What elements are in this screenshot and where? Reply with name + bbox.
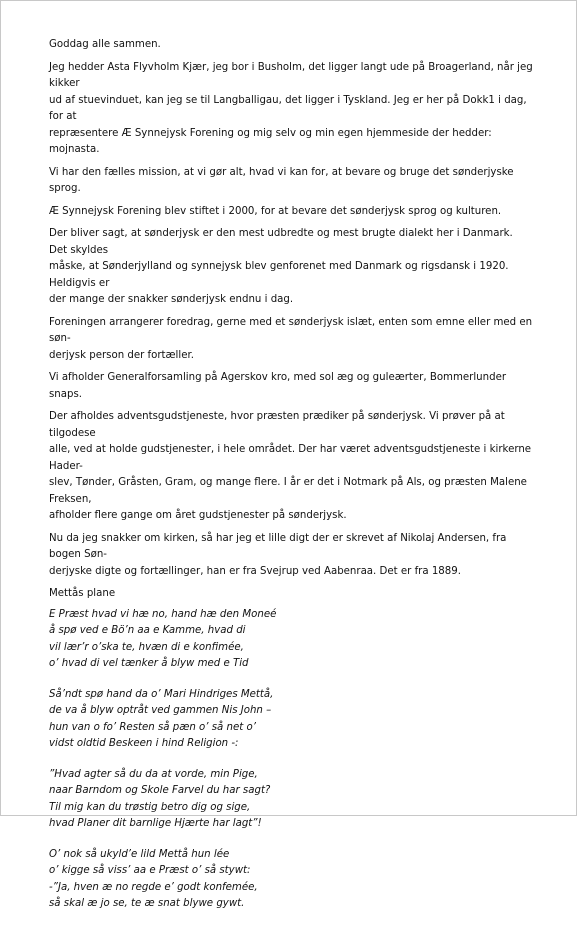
poem-line: hun van o fo’ Resten så pæn o’ så net o’	[49, 721, 256, 733]
intro-paragraph: Jeg hedder Asta Flyvholm Kjær, jeg bor i Busholm, det ligger langt ude på Broagerland, når jeg kikker ud af stuevinduet, kan jeg se til Langballigau, det ligger i Tyskland. Jeg er her på Dokk1 i dag, for at repræsentere Æ Synnejysk Forening og mig selv og min egen hjemmeside der hedder: mojnasta.	[49, 61, 533, 155]
poem-line: o’ kigge så viss’ aa e Præst o’ så stywt:	[49, 865, 251, 876]
founding-paragraph: Æ Synnejysk Forening blev stiftet i 2000, for at bevare det sønderjysk sprog og kulturen.	[49, 205, 502, 217]
poem	[49, 607, 534, 913]
poem-stanza	[49, 847, 534, 913]
lectures-paragraph: Foreningen arrangerer foredrag, gerne med et sønderjysk islæt, enten som emne eller med en søn- derjysk person der fortæller.	[49, 316, 533, 361]
poem-title: Mettås plane	[49, 588, 116, 599]
poem-line: vil lær’r o’ska te, hvæn di e konfimée,	[49, 641, 244, 653]
poem-stanza	[49, 767, 534, 833]
poem-intro-paragraph: Nu da jeg snakker om kirken, så har jeg et lille digt der er skrevet af Nikolaj Andersen, fra bogen Søn- derjyske digte og fortællinger, han er fra Svejrup ved Aabenraa. Det er fra 1889.	[49, 532, 507, 577]
document-body	[49, 37, 534, 927]
church-services-paragraph: Der afholdes adventsgudstjeneste, hvor præsten prædiker på sønderjysk. Vi prøver på at tilgodese alle, ved at holde gudstjenester, i hele området. Der har været adventsgudstjeneste i kirkerne Hader- slev, Tønder, Gråsten, Gram, og mange flere. I år er det i Notmark på Als, og præsten Malene Freksen, afholder flere gange om året gudstjenester på sønderjysk.	[49, 411, 532, 521]
poem-line: hvad Planer dit barnlige Hjærte har lagt”!	[49, 818, 262, 829]
poem-line: -”Ja, hven æ no regde e’ godt konfemée,	[49, 881, 258, 893]
poem-line: O’ nok så ukyld’e lild Mettå hun lée	[49, 848, 230, 860]
general-assembly-paragraph: Vi afholder Generalforsamling på Agerskov kro, med sol æg og guleærter, Bommerlunder snaps.	[49, 372, 507, 400]
poem-line: de va å blyw optråt ved gammen Nis John –	[49, 705, 272, 716]
poem-line: å spø ved e Bö’n aa e Kamme, hvad di	[49, 625, 246, 636]
poem-line: Til mig kan du trøstig betro dig og sige,	[49, 801, 251, 813]
poem-line: E Præst hvad vi hæ no, hand hæ den Moneé	[49, 608, 277, 620]
poem-line: vidst oldtid Beskeen i hind Religion -:	[49, 738, 239, 749]
poem-line: så skal æ jo se, te æ snat blywe gywt.	[49, 898, 245, 909]
poem-line: ”Hvad agter så du da at vorde, min Pige,	[49, 768, 258, 780]
poem-stanza	[49, 607, 534, 673]
greeting-paragraph: Goddag alle sammen.	[49, 39, 161, 50]
poem-line: naar Barndom og Skole Farvel du har sagt?	[49, 785, 271, 796]
dialect-paragraph: Der bliver sagt, at sønderjysk er den mest udbredte og mest brugte dialekt her i Danmark. Det skyldes måske, at Sønderjylland og synnejysk blev genforenet med Danmark og rigsdansk i 1920. Heldigvis er der mange der snakker sønderjysk endnu i dag.	[49, 228, 513, 305]
poem-line: Så’ndt spø hand da o’ Mari Hindriges Mettå,	[49, 688, 274, 700]
poem-line: o’ hvad di vel tænker å blyw med e Tid	[49, 658, 249, 669]
poem-stanza	[49, 687, 534, 753]
mission-paragraph: Vi har den fælles mission, at vi gør alt, hvad vi kan for, at bevare og bruge det sønderjyske sprog.	[49, 166, 514, 194]
